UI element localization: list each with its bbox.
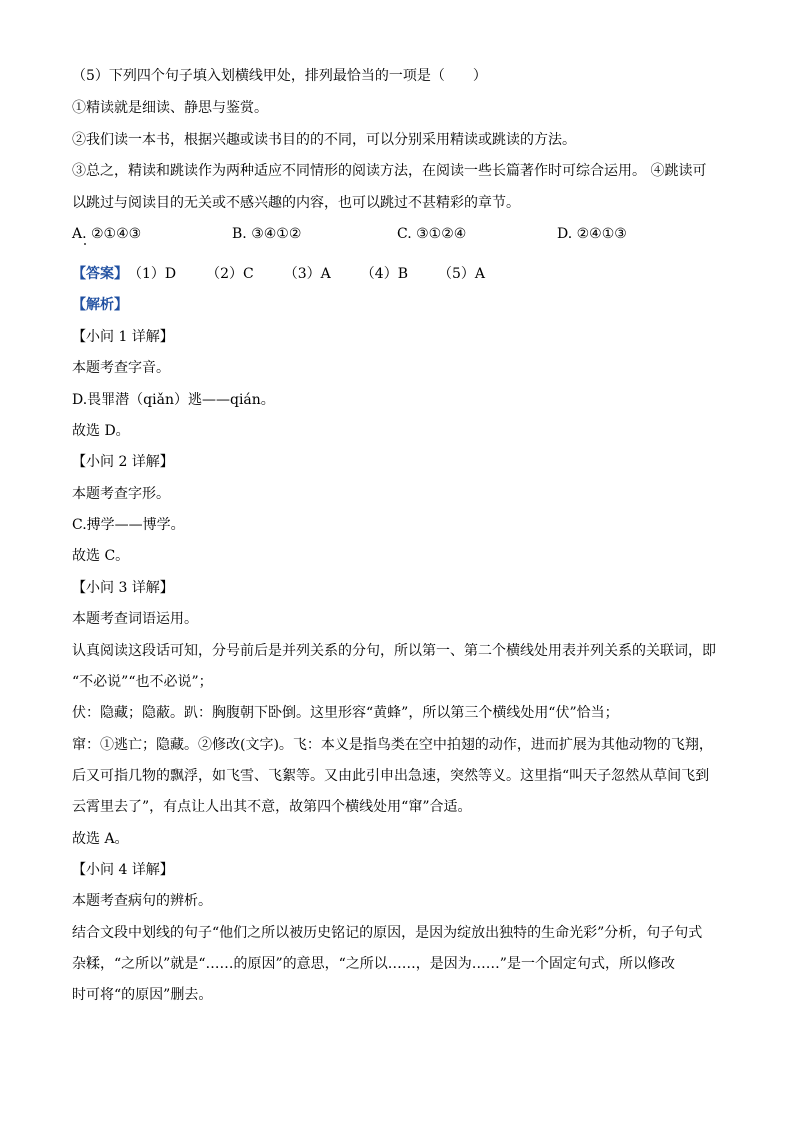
q3-line: 故选 A。 bbox=[72, 831, 129, 847]
q1-heading: 【小问 1 详解】 bbox=[72, 329, 174, 345]
q3-heading: 【小问 3 详解】 bbox=[72, 580, 174, 596]
answer-label: 【答案】 bbox=[72, 266, 128, 282]
q1-line: D.畏罪潜（qiǎn）逃——qián。 bbox=[72, 392, 275, 408]
q3-line: 认真阅读这段话可知，分号前后是并列关系的分句，所以第一、第二个横线处用表并列关系的关联词，即 bbox=[72, 643, 716, 659]
stray-dot bbox=[84, 243, 86, 245]
q4-line: 本题考查病句的辨析。 bbox=[72, 893, 212, 909]
q3-line: 伏：隐藏；隐蔽。趴：胸腹朝下卧倒。这里形容“黄蜂”，所以第三个横线处用“伏”恰当； bbox=[72, 705, 619, 721]
answer-item: （1）D bbox=[128, 266, 177, 282]
q4-line: 杂糅，“之所以”就是“……的原因”的意思，“之所以……，是因为……”是一个固定句式，所以修改 bbox=[72, 956, 675, 972]
q2-line: 本题考查字形。 bbox=[72, 486, 170, 502]
sentence-4-cont: 以跳过与阅读目的无关或不感兴趣的内容，也可以跳过不甚精彩的章节。 bbox=[72, 195, 520, 211]
q2-line: C.搏学——博学。 bbox=[72, 517, 185, 533]
answer-item: （3）A bbox=[283, 266, 331, 282]
answer-line bbox=[72, 264, 722, 284]
q1-line: 本题考查字音。 bbox=[72, 360, 170, 376]
q4-line: 时可将“的原因”删去。 bbox=[72, 987, 213, 1003]
q4-line: 结合文段中划线的句子“他们之所以被历史铭记的原因，是因为绽放出独特的生命光彩”分析，句子句式 bbox=[72, 925, 703, 941]
q3-line: 窜：①逃亡；隐藏。②修改(文字)。飞：本义是指鸟类在空中拍翅的动作，进而扩展为其他动物的飞翔， bbox=[72, 737, 713, 753]
q4-heading: 【小问 4 详解】 bbox=[72, 862, 174, 878]
option-c: C. ③①②④ bbox=[397, 226, 467, 242]
question-stem: （5）下列四个句子填入划横线甲处，排列最恰当的一项是（ ） bbox=[72, 68, 487, 84]
sentence-3-4: ③总之，精读和跳读作为两种适应不同情形的阅读方法，在阅读一些长篇著作时可综合运用。 ④跳读可 bbox=[72, 163, 707, 179]
option-b: B. ③④①② bbox=[232, 226, 302, 242]
answer-item: （2）C bbox=[206, 266, 254, 282]
sentence-1: ①精读就是细读、静思与鉴赏。 bbox=[72, 100, 268, 116]
option-a: A. ②①④③ bbox=[72, 226, 142, 242]
option-d: D. ②④①③ bbox=[557, 226, 627, 242]
q3-line: 云霄里去了”，有点让人出其不意，故第四个横线处用“窜”合适。 bbox=[72, 799, 472, 815]
q2-heading: 【小问 2 详解】 bbox=[72, 454, 174, 470]
sentence-2: ②我们读一本书，根据兴趣或读书目的的不同，可以分别采用精读或跳读的方法。 bbox=[72, 132, 576, 148]
analysis-label: 【解析】 bbox=[72, 297, 128, 313]
q3-line: 本题考查词语运用。 bbox=[72, 611, 198, 627]
q3-line: “不必说”“也不必说”； bbox=[72, 674, 213, 690]
q2-line: 故选 C。 bbox=[72, 548, 130, 564]
q3-line: 后又可指几物的飘浮，如飞雪、飞絮等。又由此引申出急速，突然等义。这里指“叫天子忽然从草间飞到 bbox=[72, 768, 710, 784]
answer-item: （5）A bbox=[438, 266, 486, 282]
answer-item: （4）B bbox=[360, 266, 408, 282]
q1-line: 故选 D。 bbox=[72, 423, 130, 439]
